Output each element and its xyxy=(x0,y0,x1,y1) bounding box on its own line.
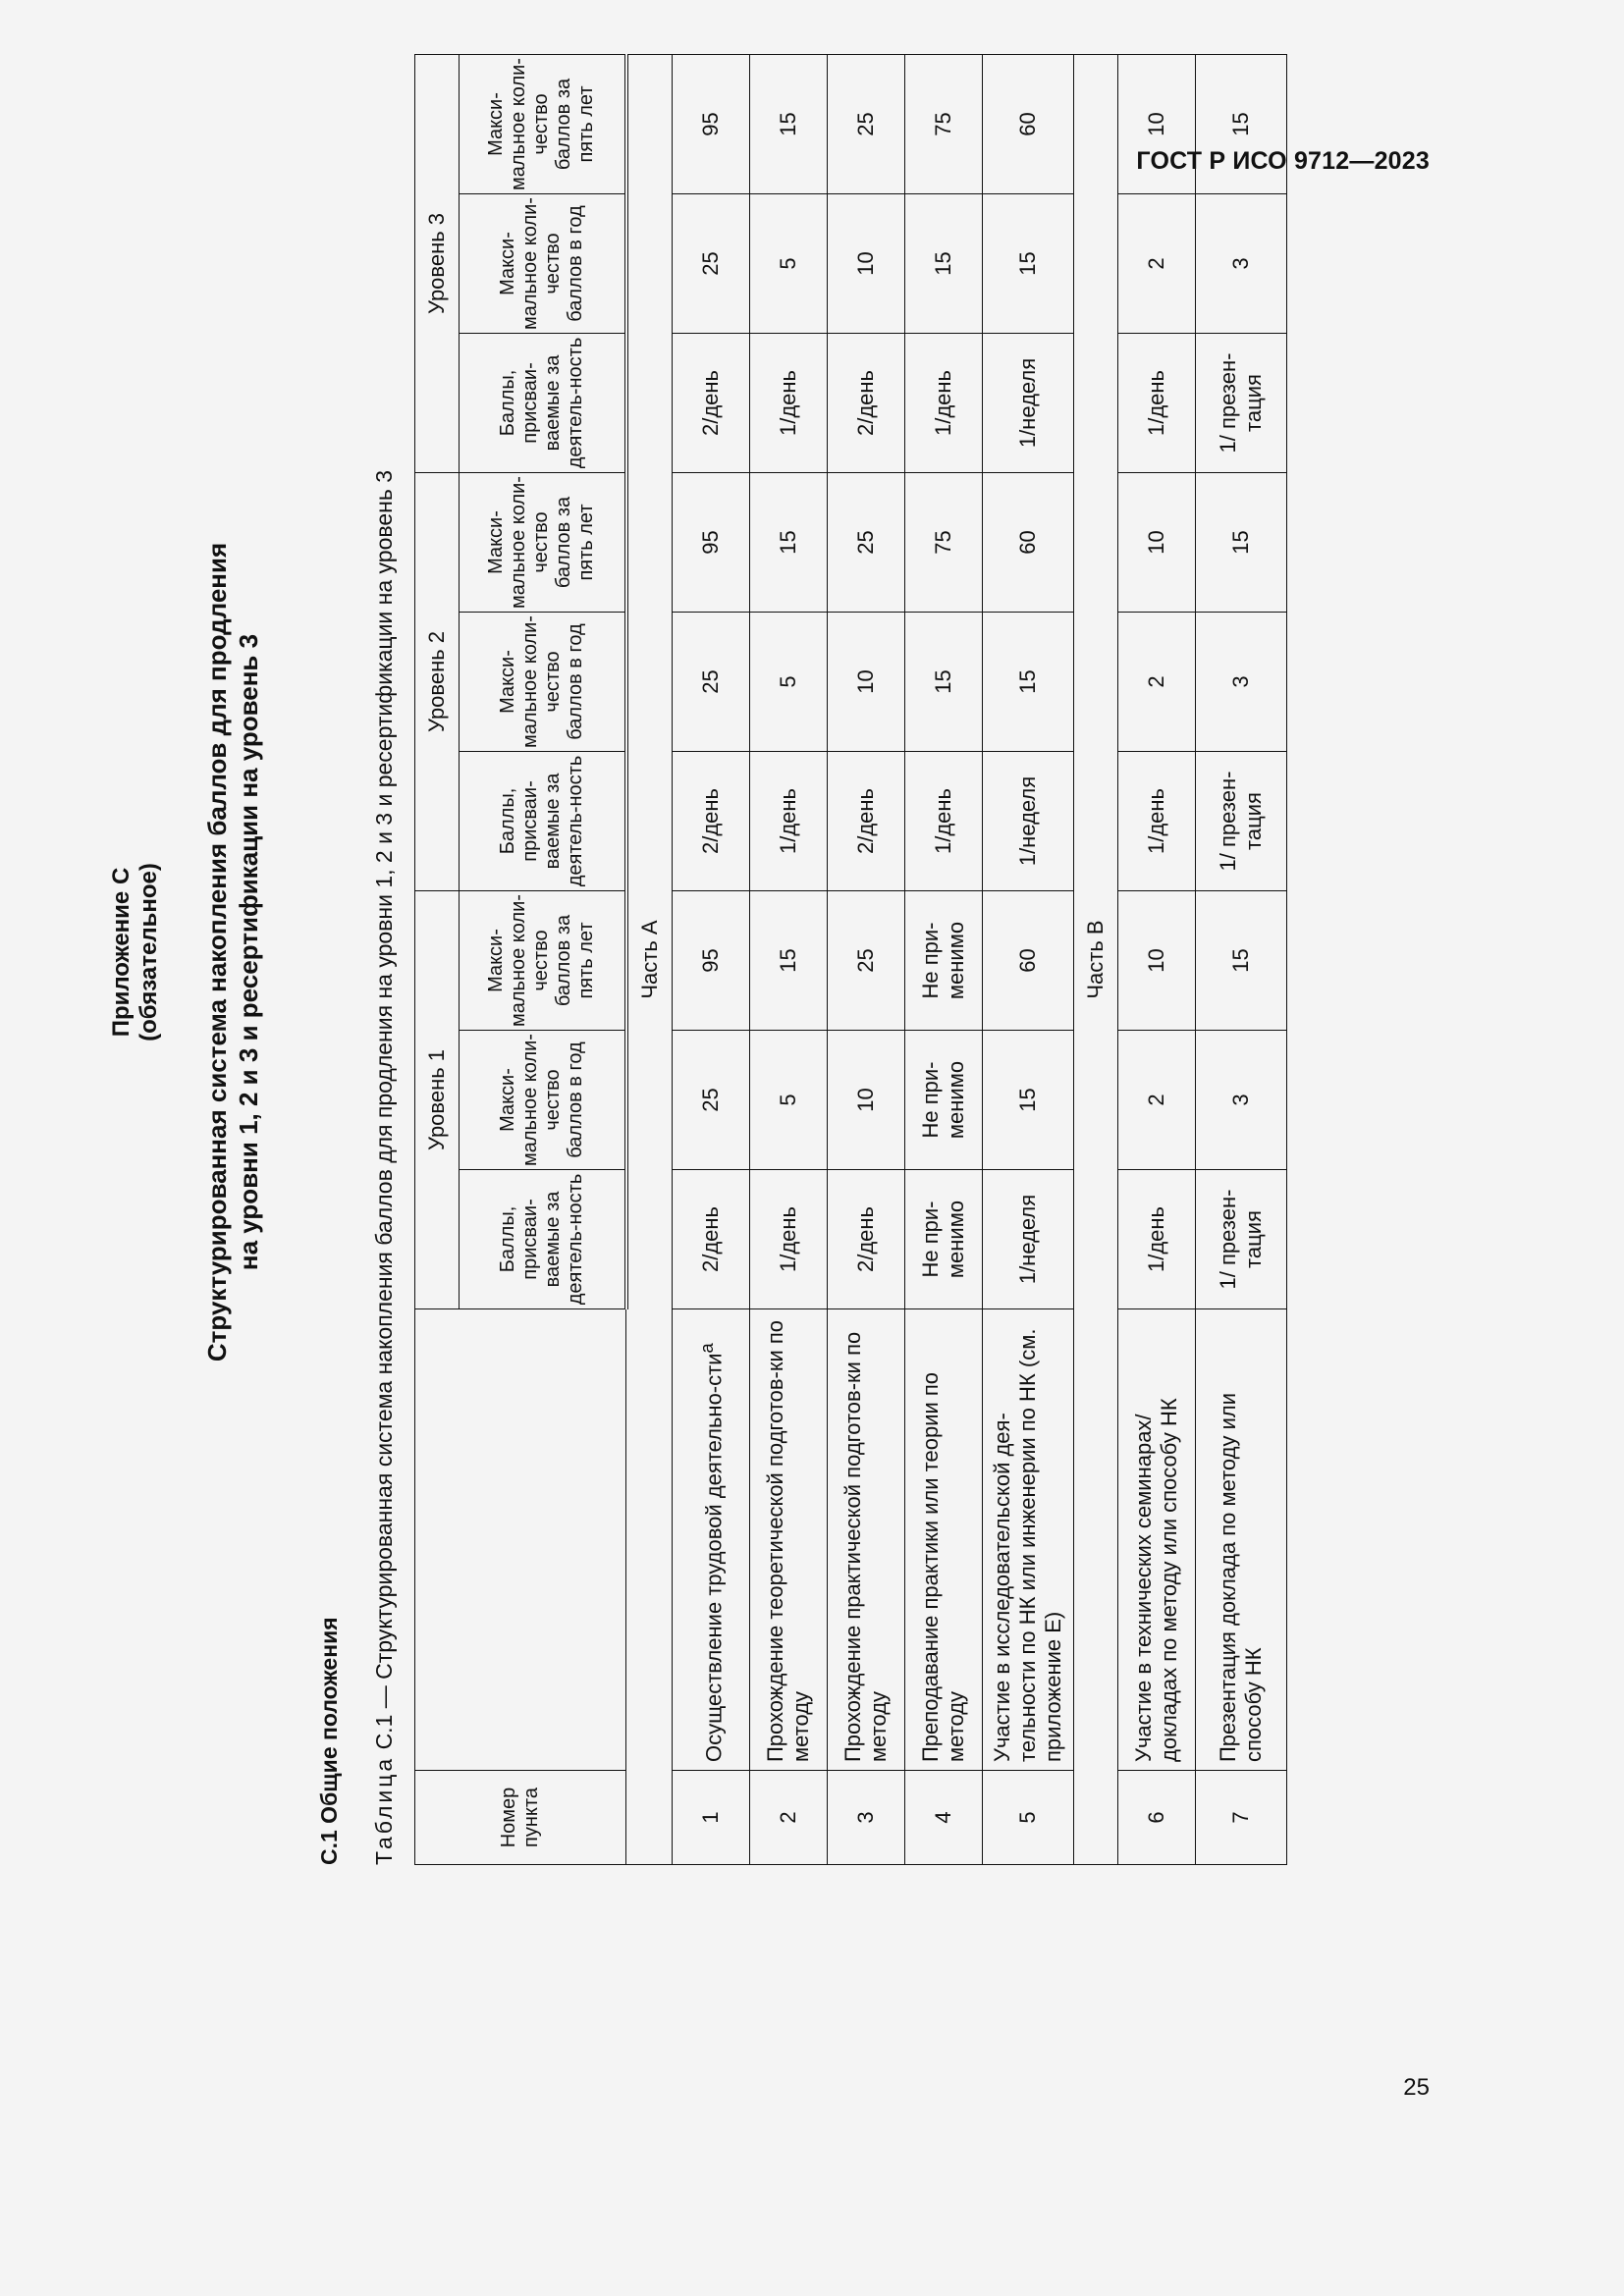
cell: 1/день xyxy=(1117,334,1195,473)
cell: 1/день xyxy=(749,334,827,473)
cell: 10 xyxy=(827,613,904,752)
cell: 95 xyxy=(672,55,749,194)
cell: 60 xyxy=(982,891,1073,1031)
points-table xyxy=(414,54,1287,1865)
cell: 1/день xyxy=(749,1170,827,1309)
cell: 95 xyxy=(672,891,749,1031)
section-title: С.1 Общие положения xyxy=(316,1617,342,1865)
cell: 25 xyxy=(672,1031,749,1170)
part-b-header: Часть В xyxy=(1073,55,1117,1865)
cell: 25 xyxy=(827,55,904,194)
cell: 1/неделя xyxy=(982,1170,1073,1309)
cell: 3 xyxy=(1195,1031,1286,1170)
table-row xyxy=(1117,55,1195,1865)
cell: 10 xyxy=(827,194,904,334)
cell: 2/день xyxy=(827,752,904,891)
activity-name: Преподавание практики или теории по методу xyxy=(904,1309,982,1771)
cell: 15 xyxy=(1195,55,1286,194)
cell: 1/ презен-тация xyxy=(1195,1170,1286,1309)
cell: 1/день xyxy=(904,752,982,891)
item-number: 5 xyxy=(982,1771,1073,1865)
item-number: 7 xyxy=(1195,1771,1286,1865)
cell: 15 xyxy=(749,473,827,613)
cell: 2/день xyxy=(827,1170,904,1309)
table-row xyxy=(672,55,749,1865)
subheader-max-year: Макси-мальное коли-чество баллов в год xyxy=(460,194,626,334)
cell: 5 xyxy=(749,613,827,752)
cell: 10 xyxy=(827,1031,904,1170)
footnote-mark: a xyxy=(695,1343,717,1354)
rotated-content xyxy=(88,39,1365,1865)
table-row xyxy=(749,55,827,1865)
cell: 1/день xyxy=(749,752,827,891)
cell: 75 xyxy=(904,473,982,613)
cell: 2/день xyxy=(672,334,749,473)
cell: 15 xyxy=(982,1031,1073,1170)
activity-name: Участие в технических семинарах/ докладах по методу или способу НК xyxy=(1117,1309,1195,1771)
item-number: 3 xyxy=(827,1771,904,1865)
cell: Не при-менимо xyxy=(904,1031,982,1170)
cell: 15 xyxy=(982,613,1073,752)
cell: 5 xyxy=(749,194,827,334)
cell: 15 xyxy=(749,891,827,1031)
cell: 1/ презен-тация xyxy=(1195,334,1286,473)
cell: Не при-менимо xyxy=(904,891,982,1031)
item-number: 4 xyxy=(904,1771,982,1865)
header-level-3: Уровень 3 xyxy=(415,55,460,473)
cell: 2 xyxy=(1117,613,1195,752)
cell: 1/неделя xyxy=(982,752,1073,891)
subheader-max-year: Макси-мальное коли-чество баллов в год xyxy=(460,1031,626,1170)
document-code: ГОСТ Р ИСО 9712—2023 xyxy=(1136,147,1430,175)
cell: 2/день xyxy=(672,752,749,891)
cell: 95 xyxy=(672,473,749,613)
cell: 10 xyxy=(1117,891,1195,1031)
cell: 1/неделя xyxy=(982,334,1073,473)
cell: 2/день xyxy=(672,1170,749,1309)
header-number: Номер пункта xyxy=(415,1771,626,1865)
subheader-points: Баллы, присваи-ваемые за деятель-ность xyxy=(460,334,626,473)
activity-name: Презентация доклада по методу или способу НК xyxy=(1195,1309,1286,1771)
table-caption xyxy=(371,470,398,1865)
cell: Не при-менимо xyxy=(904,1170,982,1309)
header-level-2: Уровень 2 xyxy=(415,473,460,891)
annex-status: (обязательное) xyxy=(135,863,162,1041)
part-a-header: Часть А xyxy=(626,55,673,1865)
cell: 10 xyxy=(1117,55,1195,194)
cell: 2/день xyxy=(827,334,904,473)
activity-name: Участие в исследовательской дея-тельности по НК или инженерии по НК (см. приложение Е) xyxy=(982,1309,1073,1771)
table-row xyxy=(827,55,904,1865)
cell: 15 xyxy=(749,55,827,194)
table-caption-label: Таблица xyxy=(371,1755,397,1865)
cell: 1/день xyxy=(904,334,982,473)
subheader-max-year: Макси-мальное коли-чество баллов в год xyxy=(460,613,626,752)
header-level-1: Уровень 1 xyxy=(415,891,460,1309)
cell: 60 xyxy=(982,55,1073,194)
cell: 15 xyxy=(904,613,982,752)
cell: 2 xyxy=(1117,1031,1195,1170)
table-caption-text: С.1 — Структурированная система накопления баллов для продления на уровни 1, 2 и 3 и ресертификации на уровень 3 xyxy=(371,470,397,1756)
subheader-points: Баллы, присваи-ваемые за деятель-ность xyxy=(460,1170,626,1309)
cell: 1/ презен-тация xyxy=(1195,752,1286,891)
page-number: 25 xyxy=(1403,2074,1430,2101)
cell: 3 xyxy=(1195,613,1286,752)
subheader-max-5y: Макси-мальное коли-чество баллов за пять лет xyxy=(460,473,626,613)
cell: 60 xyxy=(982,473,1073,613)
annex-heading-line-1: Структурированная система накопления баллов для продления xyxy=(202,542,232,1362)
cell: 25 xyxy=(827,473,904,613)
subheader-max-5y: Макси-мальное коли-чество баллов за пять лет xyxy=(460,891,626,1031)
cell: 25 xyxy=(672,194,749,334)
cell: 25 xyxy=(672,613,749,752)
cell: 10 xyxy=(1117,473,1195,613)
table-row xyxy=(1195,55,1286,1865)
header-activity xyxy=(415,1309,626,1771)
cell: 5 xyxy=(749,1031,827,1170)
cell: 1/день xyxy=(1117,1170,1195,1309)
table-row xyxy=(904,55,982,1865)
annex-title: Приложение С xyxy=(108,867,135,1038)
cell: 2 xyxy=(1117,194,1195,334)
cell: 75 xyxy=(904,55,982,194)
cell: 25 xyxy=(827,891,904,1031)
cell: 15 xyxy=(1195,473,1286,613)
item-number: 1 xyxy=(672,1771,749,1865)
cell: 15 xyxy=(982,194,1073,334)
subheader-points: Баллы, присваи-ваемые за деятель-ность xyxy=(460,752,626,891)
table-row xyxy=(982,55,1073,1865)
cell: 15 xyxy=(904,194,982,334)
cell: 3 xyxy=(1195,194,1286,334)
subheader-max-5y: Макси-мальное коли-чество баллов за пять лет xyxy=(460,55,626,194)
annex-heading-line-2: на уровни 1, 2 и 3 и ресертификации на уровень 3 xyxy=(234,633,263,1271)
cell: 15 xyxy=(1195,891,1286,1031)
activity-name: Прохождение теоретической подготов-ки по методу xyxy=(749,1309,827,1771)
activity-name: Осуществление трудовой деятельно-сти$^a$ xyxy=(672,1309,749,1771)
cell: 1/день xyxy=(1117,752,1195,891)
item-number: 6 xyxy=(1117,1771,1195,1865)
activity-name: Прохождение практической подготов-ки по методу xyxy=(827,1309,904,1771)
item-number: 2 xyxy=(749,1771,827,1865)
